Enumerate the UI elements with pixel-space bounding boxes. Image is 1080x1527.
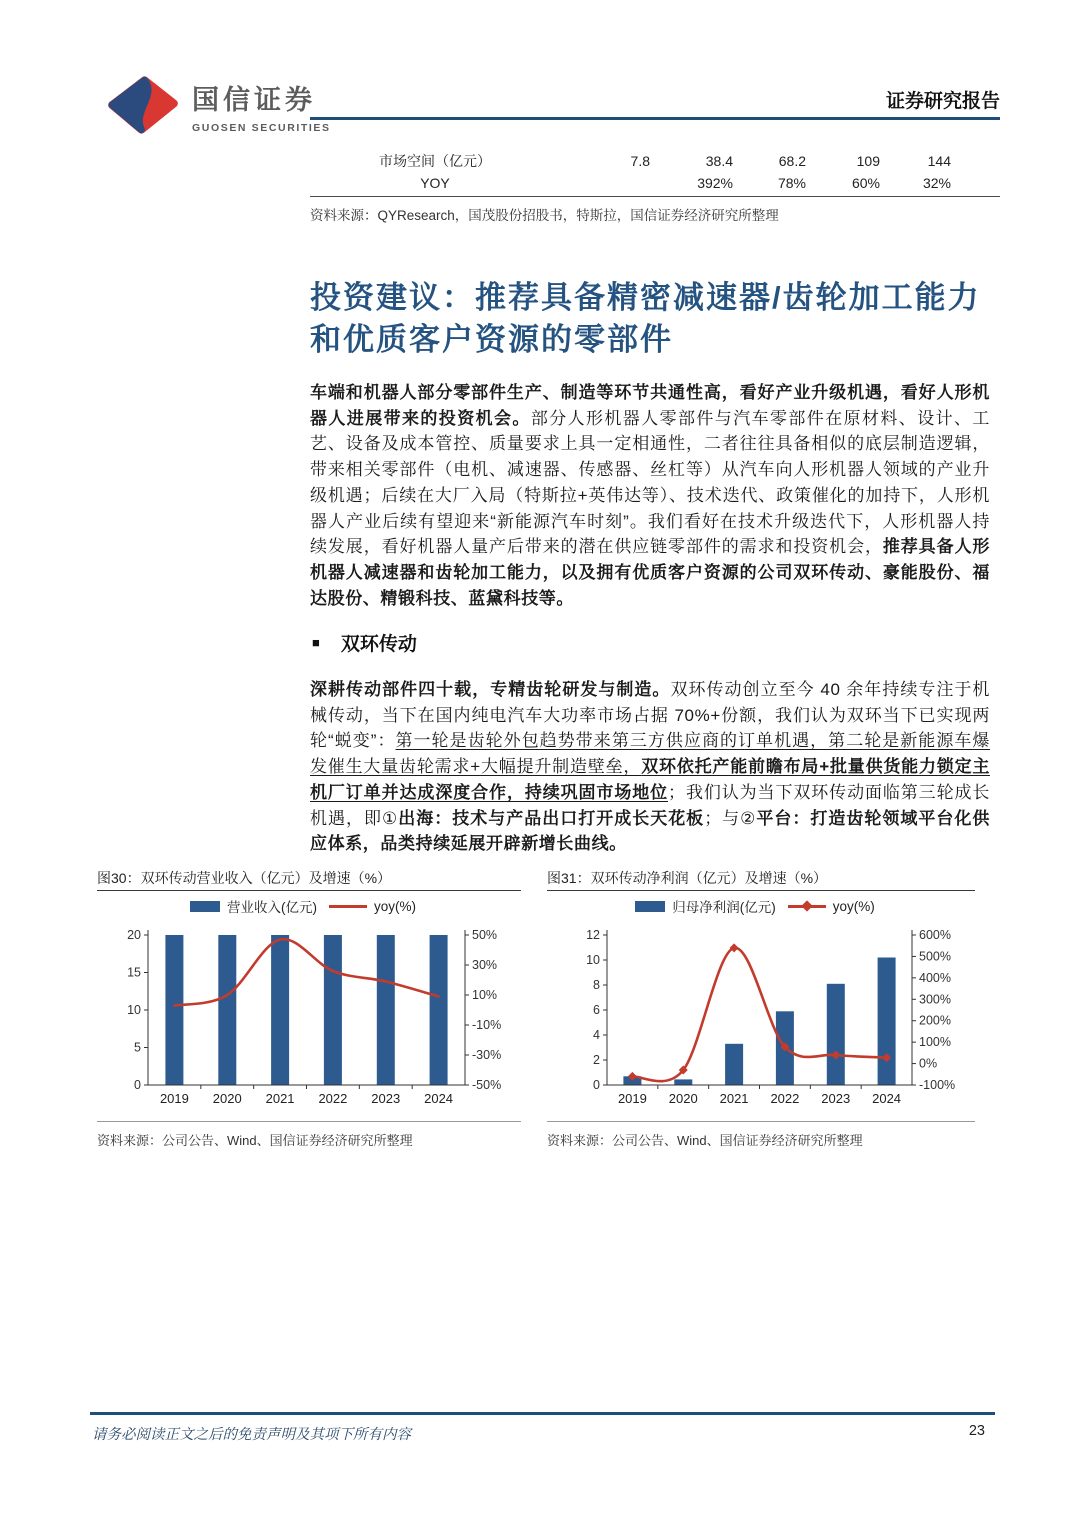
table-cell: 109 — [856, 153, 880, 169]
brand-name-en: GUOSEN SECURITIES — [192, 122, 331, 134]
footer-divider — [90, 1412, 995, 1415]
svg-text:-100%: -100% — [919, 1078, 956, 1092]
legend-label: 归母净利润(亿元) — [672, 900, 776, 915]
svg-text:2023: 2023 — [371, 1091, 401, 1106]
svg-text:2021: 2021 — [719, 1091, 749, 1106]
bar-line-chart — [97, 921, 521, 1113]
svg-text:2024: 2024 — [424, 1091, 454, 1106]
page-number: 23 — [968, 1423, 985, 1439]
svg-text:5: 5 — [134, 1040, 141, 1055]
legend-label: yoy(%) — [832, 898, 875, 914]
footer-disclaimer: 请务必阅读正文之后的免责声明及其项下所有内容 — [92, 1427, 411, 1443]
text-segment: ；与② — [704, 808, 757, 828]
svg-text:10: 10 — [127, 1003, 141, 1017]
legend-diamond-marker — [801, 900, 812, 911]
chart-legend — [97, 891, 521, 921]
svg-text:2: 2 — [593, 1053, 600, 1067]
figure-source-note: 资料来源：公司公告、Wind、国信证券经济研究所整理 — [547, 1133, 863, 1148]
square-bullet-icon: ■ — [312, 635, 320, 650]
market-space-table — [310, 150, 1000, 194]
text-segment: 车端和机器人部分零部件生产、制造等环节共通性高，看好产业升级机遇，看好人形机器人进展带来的投资机会。 — [310, 383, 990, 428]
svg-text:2019: 2019 — [159, 1091, 189, 1106]
svg-text:100%: 100% — [919, 1035, 951, 1050]
legend-line-swatch — [329, 905, 367, 908]
table-row — [310, 150, 1000, 172]
figure-30-revenue-chart — [97, 868, 521, 1149]
svg-text:2020: 2020 — [212, 1091, 242, 1106]
chart-legend — [547, 891, 975, 921]
svg-text:12: 12 — [586, 928, 600, 942]
subsection-header-shuanghuan — [312, 629, 417, 656]
bar-line-chart — [547, 921, 975, 1113]
text-segment: 推荐具备人形机器人减速器和齿轮加工能力，以及拥有优质客户资源的公司双环传动、豪能股份、福达股份、精锻科技、蓝黛科技等。 — [310, 537, 990, 608]
svg-text:4: 4 — [593, 1028, 600, 1042]
paragraph-shuanghuan — [310, 677, 990, 857]
svg-text:0%: 0% — [919, 1056, 938, 1071]
svg-text:30%: 30% — [472, 958, 498, 972]
subsection-title: 双环传动 — [340, 634, 417, 655]
legend-line-swatch — [788, 905, 826, 908]
legend-bar-swatch — [190, 901, 220, 912]
svg-text:2023: 2023 — [821, 1091, 851, 1106]
legend-label: 营业收入(亿元) — [226, 900, 317, 915]
svg-text:2024: 2024 — [872, 1091, 902, 1106]
figure-source-note: 资料来源：公司公告、Wind、国信证券经济研究所整理 — [97, 1133, 413, 1148]
guosen-logo-icon — [102, 74, 184, 136]
paragraph-investment-view — [310, 380, 990, 611]
text-segment: 出海：技术与产品出口打开成长天花板 — [398, 808, 705, 828]
svg-text:15: 15 — [127, 965, 141, 980]
report-type-label: 证券研究报告 — [885, 91, 1000, 112]
text-segment: 部分人形机器人零部件与汽车零部件在原材料、设计、工艺、设备及成本管控、质量要求上具一定相通性，二者往往具备相似的底层制造逻辑，带来相关零部件（电机、减速器、传感器、丝杠等）从汽车向人形机器人领域的产业升级机遇；后续在大厂入局（特斯拉+英伟达等）、技术迭代、政策催化的加持下，人形机器人产业后续有望迎来“新能源汽车时刻”。我们看好在技术升级迭代下，人形机器人持续发展，看好机器人量产后带来的潜在供应链零部件的需求和投资机会， — [310, 408, 991, 557]
table-cell: 7.8 — [630, 153, 650, 169]
svg-text:400%: 400% — [919, 970, 951, 985]
svg-text:500%: 500% — [919, 949, 951, 964]
legend-label: yoy(%) — [373, 898, 416, 914]
table-cell: 60% — [851, 175, 880, 191]
svg-text:-30%: -30% — [472, 1048, 502, 1062]
svg-text:2022: 2022 — [318, 1091, 348, 1106]
svg-text:20: 20 — [127, 928, 141, 942]
text-segment: 深耕传动部件四十载，专精齿轮研发与制造。 — [310, 680, 671, 699]
text-segment: 平台：打造齿轮领域平台化供应体系，品类持续延展开辟新增长曲线。 — [310, 808, 990, 854]
svg-text:-50%: -50% — [472, 1078, 502, 1092]
svg-text:300%: 300% — [919, 992, 951, 1007]
text-segment: 第一轮是齿轮外包趋势带来第三方供应商的订单机遇，第二轮是新能源车爆发催生大量齿轮需求+大幅提升制造壁垒， — [310, 731, 990, 777]
svg-text:50%: 50% — [472, 928, 498, 942]
svg-text:0: 0 — [593, 1078, 600, 1092]
table-cell: 38.4 — [705, 153, 733, 169]
table-source-note: 资料来源：QYResearch，国茂股份招股书，特斯拉，国信证券经济研究所整理 — [310, 208, 779, 223]
svg-text:10: 10 — [586, 953, 600, 967]
text-segment: 双环依托产能前瞻布局+批量供货能力锁定主机厂订单并达成深度合作，持续巩固市场地位 — [310, 757, 990, 802]
table-cell: 78% — [777, 175, 806, 191]
figure-title: 图30：双环传动营业收入（亿元）及增速（%） — [97, 870, 392, 886]
svg-text:2019: 2019 — [617, 1091, 647, 1106]
table-cell: 32% — [922, 175, 951, 191]
svg-text:8: 8 — [593, 978, 600, 992]
brand-block — [192, 78, 331, 134]
figure-title: 图31：双环传动净利润（亿元）及增速（%） — [547, 870, 828, 886]
svg-text:6: 6 — [593, 1003, 600, 1017]
table-bottom-rule — [310, 196, 1000, 197]
header-divider — [310, 117, 1000, 120]
svg-text:600%: 600% — [919, 928, 951, 942]
svg-text:2021: 2021 — [265, 1091, 295, 1106]
svg-text:2022: 2022 — [770, 1091, 800, 1106]
svg-text:10%: 10% — [472, 988, 498, 1002]
table-cell: 68.2 — [778, 153, 806, 169]
svg-text:-10%: -10% — [472, 1018, 502, 1032]
figure-31-profit-chart — [547, 868, 975, 1149]
table-cell: 144 — [927, 153, 951, 169]
table-row — [310, 172, 1000, 194]
brand-name-cn: 国信证券 — [192, 85, 316, 115]
legend-bar-swatch — [635, 901, 665, 912]
page-title: 投资建议：推荐具备精密减速器/齿轮加工能力和优质客户资源的零部件 — [310, 280, 981, 357]
text-segment: 双环传动创立至今 40 余年持续专注于机械传动，当下在国内纯电汽车大功率市场占据 70%+份额，我们认为双环当下已实现两轮“蜕变”： — [310, 680, 991, 751]
table-row-label: YOY — [420, 175, 450, 191]
table-cell: 392% — [697, 175, 733, 191]
table-row-label: 市场空间（亿元） — [379, 153, 491, 169]
svg-text:200%: 200% — [919, 1013, 951, 1028]
text-segment: ；我们认为当下双环传动面临第三轮成长机遇，即① — [310, 782, 990, 828]
svg-text:0: 0 — [134, 1078, 141, 1092]
svg-text:2020: 2020 — [668, 1091, 698, 1106]
